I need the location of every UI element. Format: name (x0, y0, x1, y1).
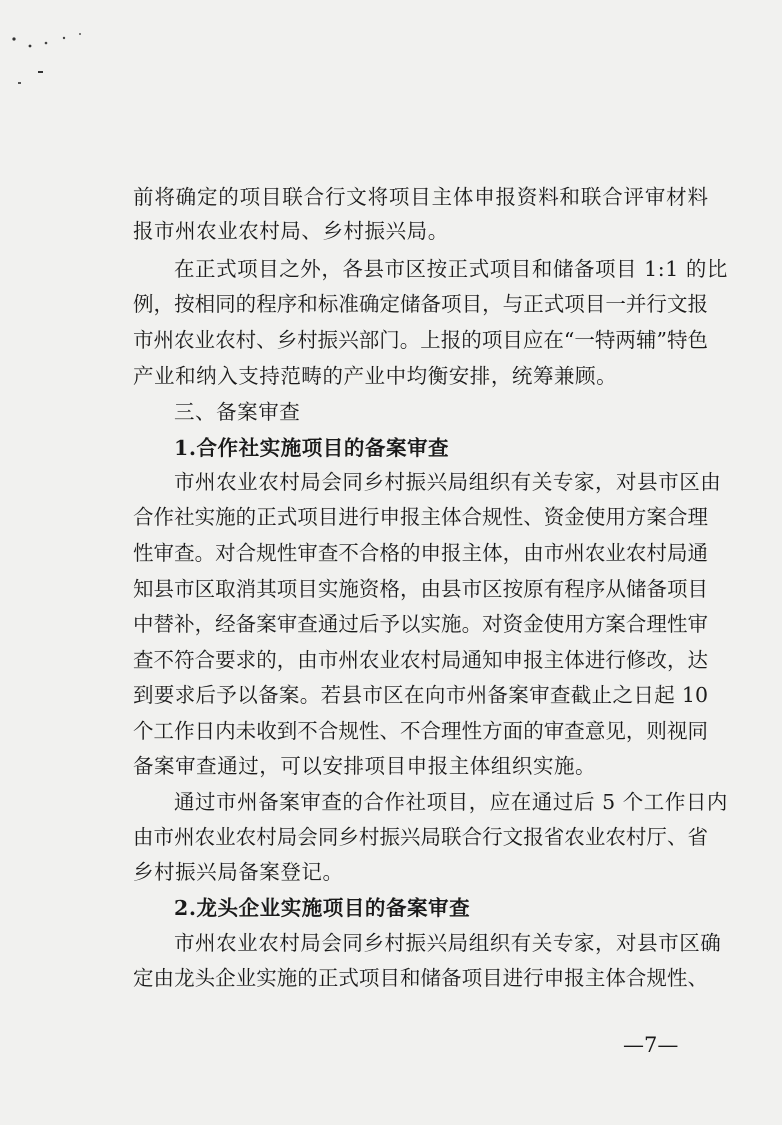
paragraph-line: 在正式项目之外，各县市区按正式项目和储备项目 1:1 的比 (174, 257, 728, 281)
paragraph-line: 通过市州备案审查的合作社项目，应在通过后 5 个工作日内 (174, 790, 728, 814)
paragraph-line: 报市州农业农村局、乡村振兴局。 (133, 219, 449, 243)
subsection-heading: 1.合作社实施项目的备案审查 (174, 436, 450, 460)
page-number: —7— (623, 1033, 679, 1057)
paragraph-line: 性审查。对合规性审查不合格的申报主体，由市州农业农村局通 (133, 541, 708, 565)
paragraph-line: 备案审查通过，可以安排项目申报主体组织实施。 (133, 754, 597, 778)
paragraph-line: 个工作日内未收到不合规性、不合理性方面的审查意见，则视同 (133, 719, 708, 743)
section-heading: 三、备案审查 (174, 400, 301, 424)
paragraph-line: 产业和纳入支持范畴的产业中均衡安排，统筹兼顾。 (133, 364, 618, 388)
paragraph-line: 市州农业农村局会同乡村振兴局组织有关专家，对县市区由 (174, 470, 722, 494)
paragraph-line: 乡村振兴局备案登记。 (133, 860, 344, 884)
subsection-heading: 2.龙头企业实施项目的备案审查 (174, 896, 471, 920)
paragraph-line: 由市州农业农村局会同乡村振兴局联合行文报省农业农村厅、省 (133, 825, 708, 849)
paragraph-line: 定由龙头企业实施的正式项目和储备项目进行申报主体合规性、 (133, 966, 708, 990)
paragraph-line: 中替补，经备案审查通过后予以实施。对资金使用方案合理性审 (133, 612, 708, 636)
paragraph-line: 市州农业农村、乡村振兴部门。上报的项目应在“一特两辅”特色 (133, 328, 708, 352)
paragraph-line: 到要求后予以备案。若县市区在向市州备案审查截止之日起 10 (133, 683, 708, 707)
paragraph-line: 例，按相同的程序和标准确定储备项目，与正式项目一并行文报 (133, 292, 708, 316)
paragraph-line: 市州农业农村局会同乡村振兴局组织有关专家，对县市区确 (174, 931, 722, 955)
paragraph-line: 合作社实施的正式项目进行申报主体合规性、资金使用方案合理 (133, 505, 708, 529)
paragraph-line: 知县市区取消其项目实施资格，由县市区按原有程序从储备项目 (133, 577, 708, 601)
paragraph-line: 查不符合要求的，由市州农业农村局通知申报主体进行修改，达 (133, 648, 708, 672)
scan-artifact-dots (0, 0, 120, 110)
paragraph-line: 前将确定的项目联合行文将项目主体申报资料和联合评审材料 (133, 185, 708, 209)
